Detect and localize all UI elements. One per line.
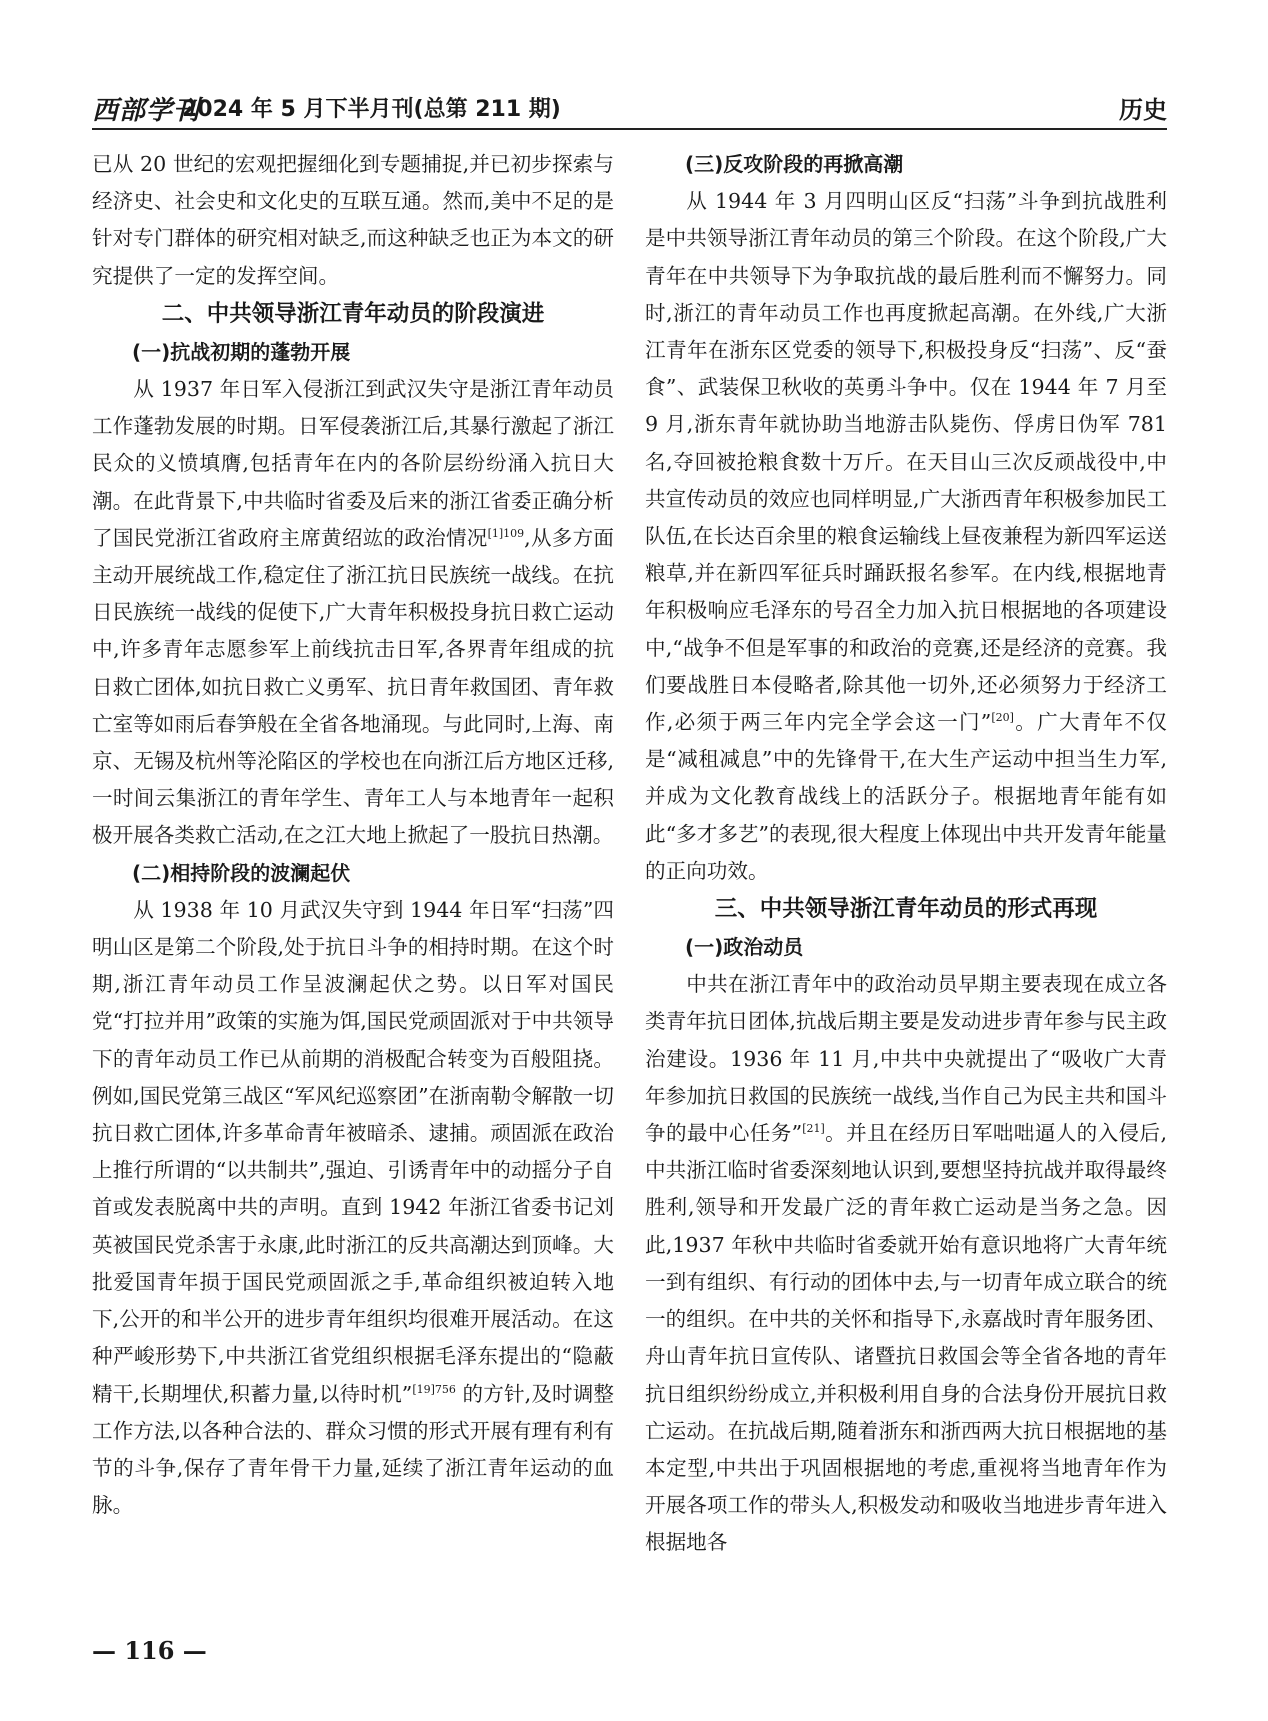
paragraph-stalemate-stage: 从 1938 年 10 月武汉失守到 1944 年日军“扫荡”四明山区是第二个阶段,处于抗日斗争的相持时期。在这个时期,浙江青年动员工作呈波澜起伏之势。以日军对国民党“打拉并用”政策的实施为饵,国民党顽固派对于中共领导下的青年动员工作已从前期的消极配合转变为百般阻挠。例如,国民党第三战区“军风纪巡察团”在浙南勒令解散一切抗日救亡团体,许多革命青年被暗杀、逮捕。顽固派在政治上推行所谓的“以共制共”,强迫、引诱青年中的动摇分子自首或发表脱离中共的声明。直到 1942 年浙江省委书记刘英被国民党杀害于永康,此时浙江的反共高潮达到顶峰。大批爱国青年损于国民党顽固派之手,革命组织被迫转入地下,公开的和半公开的进步青年组织均很难开展活动。在这种严峻形势下,中共浙江省党组织根据毛泽东提出的“隐蔽精干,长期埋伏,积蓄力量,以待时机”$^{[19]756}$ 的方针,及时调整工作方法,以各种合法的、群众习惯的形式开展有理有利有节的斗争,保存了青年骨干力量,延续了浙江青年运动的血脉。	[92, 897, 614, 1518]
citation-1: [1]109	[487, 526, 525, 540]
running-header	[92, 84, 1167, 130]
section-label: 历史	[1119, 96, 1167, 124]
section-heading-3: 三、中共领导浙江青年动员的形式再现	[714, 896, 1098, 923]
subsection-heading-counteroffensive: (三)反攻阶段的再掀高潮	[685, 152, 904, 176]
citation-20: [20]	[991, 711, 1014, 725]
journal-logo: 西部学刊	[92, 96, 201, 126]
paragraph-intro: 已从 20 世纪的宏观把握细化到专题捕捉,并已初步探索与经济史、社会史和文化史的互联互通。然而,美中不足的是针对专门群体的研究相对缺乏,而这种缺乏也正为本文的研究提供了一定的发挥空间。	[92, 152, 614, 288]
left-column	[92, 146, 614, 1524]
paragraph-early-stage: 从 1937 年日军入侵浙江到武汉失守是浙江青年动员工作蓬勃发展的时期。日军侵袭浙江后,其暴行激起了浙江民众的义愤填膺,包括青年在内的各阶层纷纷涌入抗日大潮。在此背景下,中共临时省委及后来的浙江省委正确分析了国民党浙江省政府主席黄绍竑的政治情况$^{[1]109}$,从多方面主动开展统战工作,稳定住了浙江抗日民族统一战线。在抗日民族统一战线的促使下,广大青年积极投身抗日救亡运动中,许多青年志愿参军上前线抗击日军,各界青年组成的抗日救亡团体,如抗日救亡义勇军、抗日青年救国团、青年救亡室等如雨后春笋般在全省各地涌现。与此同时,上海、南京、无锡及杭州等沦陷区的学校也在向浙江后方地区迁移,一时间云集浙江的青年学生、青年工人与本地青年一起积极开展各类救亡活动,在之江大地上掀起了一股抗日热潮。	[92, 377, 615, 848]
subsection-heading-early: (一)抗战初期的蓬勃开展	[132, 339, 351, 364]
paragraph-political-mobilization: 中共在浙江青年中的政治动员早期主要表现在成立各类青年抗日团体,抗战后期主要是发动进步青年参与民主政治建设。1936 年 11 月,中共中央就提出了“吸收广大青年参加抗日救国的民族统一战线,当作自己为民主共和国斗争的最中心任务”[21]。并且在经历日军咄咄逼人的入侵后,中共浙江临时省委深刻地认识到,要想坚持抗战并取得最终胜利,领导和开发最广泛的青年救亡运动是当务之急。因此,1937 年秋中共临时省委就开始有意识地将广大青年统一到有组织、有行动的团体中去,与一切青年成立联合的统一的组织。在中共的关怀和指导下,永嘉战时青年服务团、舟山青年抗日宣传队、诸暨抗日救国会等全省各地的青年抗日组织纷纷成立,并积极利用自身的合法身份开展抗日救亡运动。在抗战后期,随着浙东和浙西两大抗日根据地的基本定型,中共出于巩固根据地的考虑,重视将当地青年作为开展各项工作的带头人,积极发动和吸收当地进步青年进入根据地各	[645, 972, 1167, 1555]
page-number: — 116 —	[92, 1636, 207, 1665]
right-column	[645, 146, 1167, 1562]
paragraph-counteroffensive-stage: 从 1944 年 3 月四明山区反“扫荡”斗争到抗战胜利是中共领导浙江青年动员的第三个阶段。在这个阶段,广大青年在中共领导下为争取抗战的最后胜利而不懈努力。同时,浙江的青年动员工作也再度掀起高潮。在外线,广大浙江青年在浙东区党委的领导下,积极投身反“扫荡”、反“蚕食”、武装保卫秋收的英勇斗争中。仅在 1944 年 7 月至 9 月,浙东青年就协助当地游击队毙伤、俘虏日伪军 781 名,夺回被抢粮食数十万斤。在天目山三次反顽战役中,中共宣传动员的效应也同样明显,广大浙西青年积极参加民工队伍,在长达百余里的粮食运输线上昼夜兼程为新四军运送粮草,并在新四军征兵时踊跃报名参军。在内线,根据地青年积极响应毛泽东的号召全力加入抗日根据地的各项建设中,“战争不但是军事的和政治的竞赛,还是经济的竞赛。我们要战胜日本侵略者,除其他一切外,还必须努力于经济工作,必须于两三年内完全学会这一门”[20]。广大青年不仅是“减租减息”中的先锋骨干,在大生产运动中担当生力军,并成为文化教育战线上的活跃分子。根据地青年能有如此“多才多艺”的表现,很大程度上体现出中共开发青年能量的正向功效。	[645, 189, 1167, 883]
citation-19: [19]756	[412, 1382, 456, 1396]
citation-21: [21]	[802, 1122, 825, 1136]
subsection-heading-political: (一)政治动员	[685, 935, 804, 960]
subsection-heading-stalemate: (二)相持阶段的波澜起伏	[132, 860, 351, 885]
section-heading-2: 二、中共领导浙江青年动员的阶段演进	[161, 300, 545, 327]
issue-info: 2024 年 5 月下半月刊(总第 211 期)	[182, 97, 561, 122]
